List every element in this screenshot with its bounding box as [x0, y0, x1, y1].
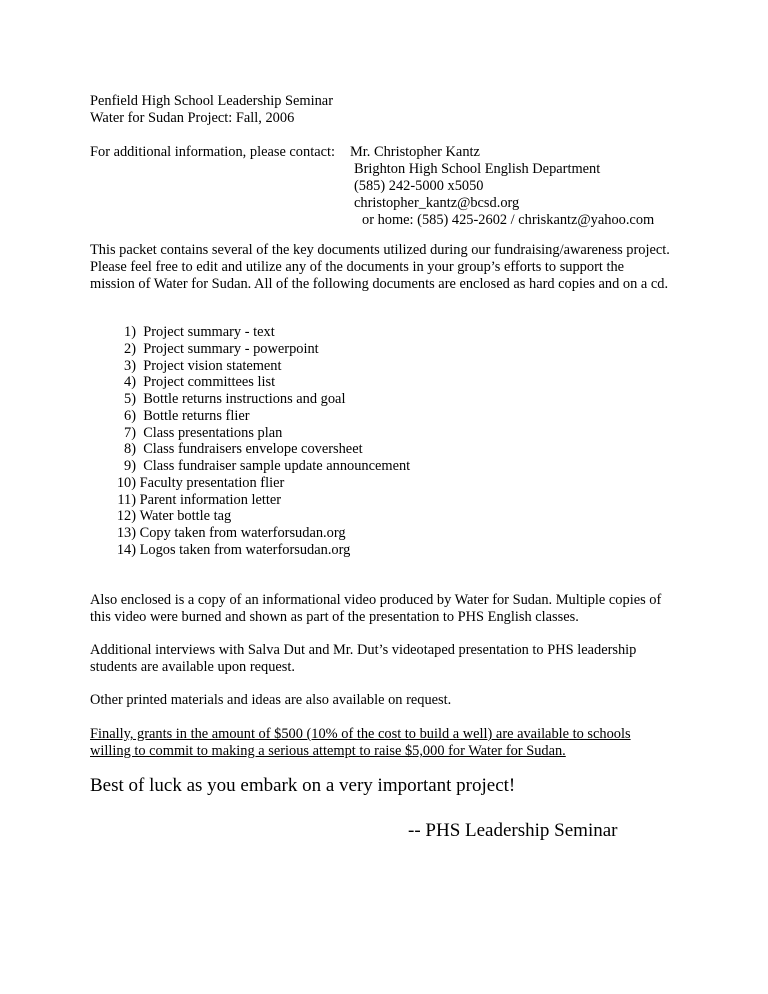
- intro-paragraph: This packet contains several of the key documents utilized during our fundraising/awareness project. Please feel free to edit and utilize any of the documents in your group’s efforts to support the mission of Water for Sudan. All of the following documents are enclosed as hard copies and on a cd.: [90, 242, 670, 292]
- list-item: 14) Logos taken from waterforsudan.org: [116, 541, 351, 558]
- video-paragraph: Also enclosed is a copy of an informational video produced by Water for Sudan. Multiple copies of this video were burned and shown as part of the presentation to PHS English classes.: [90, 592, 662, 625]
- list-item: 7) Class presentations plan: [124, 424, 283, 441]
- list-item: 10) Faculty presentation flier: [116, 474, 285, 491]
- contact-phone: (585) 242-5000 x5050: [354, 178, 484, 194]
- contact-email: christopher_kantz@bcsd.org: [354, 195, 520, 211]
- list-item: 2) Project summary - powerpoint: [124, 340, 319, 357]
- list-item: 11) Parent information letter: [117, 491, 282, 508]
- list-item: 1) Project summary - text: [124, 324, 275, 340]
- contact-home: or home: (585) 425-2602 / chriskantz@yahoo.com: [362, 212, 655, 228]
- other-materials-paragraph: Other printed materials and ideas are also available on request.: [90, 692, 452, 708]
- contact-label: For additional information, please contact:: [90, 144, 335, 160]
- list-item: 8) Class fundraisers envelope coversheet: [124, 441, 363, 458]
- list-item: 13) Copy taken from waterforsudan.org: [116, 525, 346, 542]
- list-item: 9) Class fundraiser sample update announcement: [124, 458, 411, 475]
- header-line-2: Water for Sudan Project: Fall, 2006: [90, 110, 295, 126]
- documents-list: [114, 324, 410, 559]
- grants-paragraph: Finally, grants in the amount of $500 (10% of the cost to build a well) are available to schools willing to commit to making a serious attempt to raise $5,000 for Water for Sudan.: [90, 726, 631, 759]
- list-item: 5) Bottle returns instructions and goal: [124, 391, 346, 408]
- header-line-1: Penfield High School Leadership Seminar: [90, 93, 333, 109]
- closing-line: Best of luck as you embark on a very important project!: [90, 775, 516, 796]
- list-item: 4) Project committees list: [124, 374, 276, 391]
- contact-department: Brighton High School English Department: [354, 161, 601, 177]
- list-item: 6) Bottle returns flier: [124, 407, 250, 424]
- contact-name: Mr. Christopher Kantz: [350, 144, 480, 160]
- interviews-paragraph: Additional interviews with Salva Dut and Mr. Dut’s videotaped presentation to PHS leadership students are available upon request.: [90, 642, 637, 675]
- list-item: 12) Water bottle tag: [116, 508, 232, 525]
- signature: -- PHS Leadership Seminar: [408, 820, 618, 841]
- list-item: 3) Project vision statement: [124, 357, 282, 374]
